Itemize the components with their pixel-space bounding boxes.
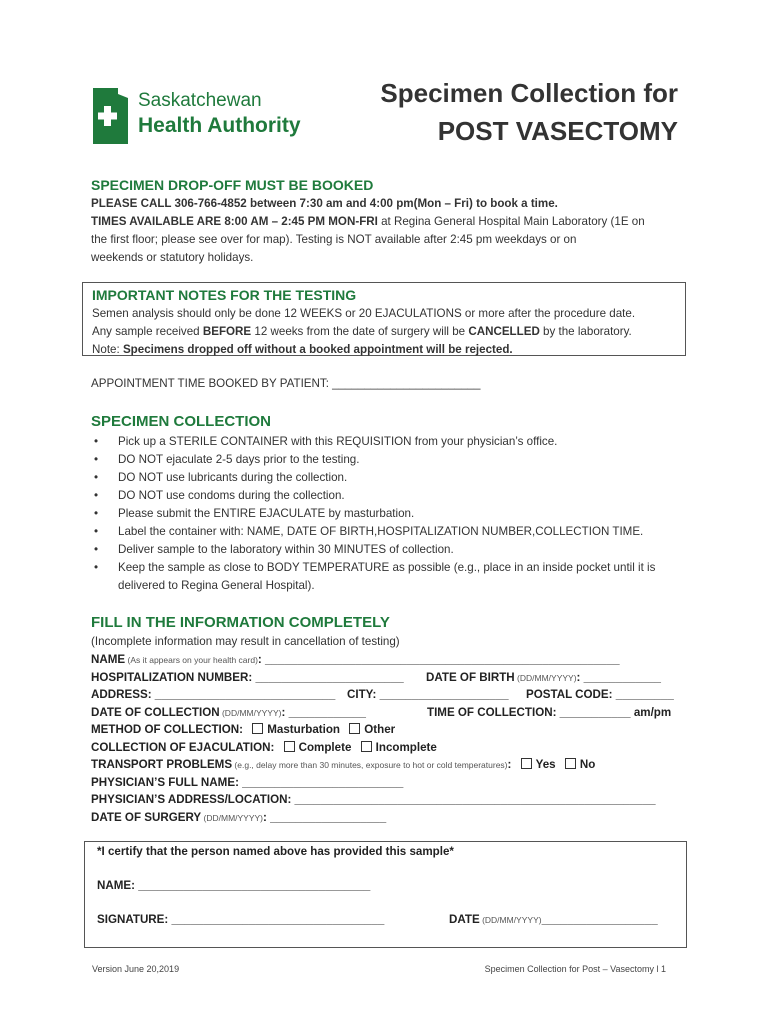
- notes-note-label: Note:: [92, 343, 123, 356]
- time-of-collection-field[interactable]: TIME OF COLLECTION: ___________ am/pm: [427, 705, 672, 719]
- masturbation-label: Masturbation: [267, 723, 341, 736]
- list-item: • DO NOT use lubricants during the collection.: [92, 469, 692, 487]
- dob-line: : ____________: [576, 670, 662, 684]
- certifier-name-field[interactable]: NAME: ____________________________________: [97, 879, 371, 892]
- dropoff-text: [91, 195, 701, 267]
- name-label: NAME: [91, 653, 126, 666]
- other-checkbox[interactable]: [349, 723, 360, 734]
- certify-date-field[interactable]: [449, 913, 658, 926]
- physician-name-field[interactable]: [91, 774, 691, 792]
- list-item: • DO NOT ejaculate 2-5 days prior to the testing.: [92, 451, 692, 469]
- saskatchewan-cross-icon: [90, 86, 130, 146]
- list-item: • Please submit the ENTIRE EJACULATE by masturbation.: [92, 505, 692, 523]
- transport-yes-checkbox[interactable]: [521, 758, 532, 769]
- collection-instructions-list: [92, 433, 692, 595]
- dropoff-call-line: PLEASE CALL 306-766-4852 between 7:30 am and 4:00 pm(Mon – Fri) to book a time.: [91, 197, 558, 210]
- physician-address-field[interactable]: [91, 791, 691, 809]
- surgery-hint: (DD/MM/YYYY): [201, 812, 264, 823]
- complete-label: Complete: [298, 740, 352, 754]
- notes-before: BEFORE: [202, 325, 252, 338]
- notes-line-3: [92, 341, 676, 359]
- dropoff-heading: SPECIMEN DROP-OFF MUST BE BOOKED: [91, 177, 374, 193]
- logo-line-1: Saskatchewan: [138, 90, 262, 111]
- transport-row: [91, 756, 691, 774]
- notes-line-2-e: by the laboratory.: [539, 325, 632, 338]
- masturbation-checkbox[interactable]: [252, 723, 263, 734]
- dob-hint: (DD/MM/YYYY): [514, 672, 577, 683]
- complete-checkbox[interactable]: [284, 741, 295, 752]
- certify-date-line: __________________: [541, 913, 658, 926]
- saskatchewan-health-authority-logo: [90, 86, 330, 150]
- certify-date-label: DATE: [449, 913, 480, 926]
- doc-label: DATE OF COLLECTION: [91, 705, 220, 719]
- ejaculation-label: COLLECTION OF EJACULATION:: [91, 740, 275, 754]
- transport-label: TRANSPORT PROBLEMS: [91, 758, 233, 771]
- transport-colon: :: [507, 758, 512, 771]
- incomplete-label: Incomplete: [375, 740, 437, 754]
- method-label: METHOD OF COLLECTION:: [91, 723, 243, 736]
- footer-version: Version June 20,2019: [92, 964, 180, 974]
- notes-rejection-warning: Specimens dropped off without a booked appointment will be rejected.: [122, 343, 513, 356]
- dropoff-line-4: weekends or statutory holidays.: [91, 251, 254, 264]
- date-of-collection-field[interactable]: [91, 706, 366, 719]
- list-item: • Label the container with: NAME, DATE OF BIRTH,HOSPITALIZATION NUMBER,COLLECTION TIME.: [92, 523, 692, 541]
- footer-page-label: Specimen Collection for Post – Vasectomy l 1: [484, 964, 666, 974]
- surgery-label: DATE OF SURGERY: [91, 810, 202, 824]
- address-row: [91, 686, 691, 704]
- dropoff-times-rest: at Regina General Hospital Main Laboratory (1E on: [377, 215, 645, 228]
- other-label: Other: [364, 723, 396, 736]
- fill-subtitle: (Incomplete information may result in cancellation of testing): [91, 635, 400, 648]
- ejaculation-row: [91, 739, 691, 757]
- surgery-line: : __________________: [263, 810, 387, 824]
- certification-box: [84, 841, 687, 948]
- list-item: • Pick up a STERILE CONTAINER with this REQUISITION from your physician’s office.: [92, 433, 692, 451]
- dropoff-times-bold: TIMES AVAILABLE ARE 8:00 AM – 2:45 PM MON-FRI: [91, 215, 378, 228]
- dropoff-line-3: the first floor; please see over for map). Testing is NOT available after 2:45 pm weekdays or on: [91, 233, 577, 246]
- list-item: • DO NOT use condoms during the collection.: [92, 487, 692, 505]
- dropoff-times-line: [91, 213, 701, 231]
- notes-heading: IMPORTANT NOTES FOR THE TESTING: [92, 287, 357, 303]
- incomplete-checkbox[interactable]: [361, 741, 372, 752]
- postal-code-field[interactable]: POSTAL CODE: _________: [526, 688, 674, 701]
- hosp-dob-row: [91, 669, 691, 687]
- transport-no-label: No: [579, 758, 596, 771]
- doc-hint: (DD/MM/YYYY): [219, 707, 282, 718]
- certify-date-hint: (DD/MM/YYYY): [479, 915, 542, 925]
- notes-line-2-c: 12 weeks from the date of surgery will be: [251, 325, 469, 338]
- date-of-surgery-field[interactable]: [91, 809, 691, 827]
- method-row: [91, 721, 691, 739]
- page-title-line-1: Specimen Collection for: [380, 78, 678, 108]
- notes-line-1: Semen analysis should only be done 12 WEEKS or 20 EJACULATIONS or more after the procedure date.: [92, 307, 636, 320]
- doc-line: : ____________: [281, 705, 366, 719]
- list-item: • Deliver sample to the laboratory within 30 MINUTES of collection.: [92, 541, 692, 559]
- page-title-line-2: POST VASECTOMY: [437, 116, 678, 146]
- name-line: : _______________________________________________________: [257, 653, 620, 666]
- notes-line-2: [92, 323, 676, 341]
- logo-line-2: Health Authority: [138, 114, 301, 137]
- patient-information-form: [91, 651, 691, 826]
- address-field[interactable]: ADDRESS: ____________________________: [91, 688, 336, 701]
- list-item: • Keep the sample as close to BODY TEMPERATURE as possible (e.g., place in an inside pocket until it is delivered to Regina General Hospital).: [92, 559, 692, 595]
- appointment-time-field[interactable]: APPOINTMENT TIME BOOKED BY PATIENT: _______________________: [91, 377, 481, 390]
- transport-yes-label: Yes: [535, 758, 556, 771]
- transport-no-checkbox[interactable]: [565, 758, 576, 769]
- certification-statement: *I certify that the person named above has provided this sample*: [97, 845, 454, 858]
- collection-datetime-row: [91, 704, 691, 722]
- physician-name-label: PHYSICIAN’S FULL NAME: _________________________: [91, 775, 404, 789]
- name-field[interactable]: [91, 651, 691, 669]
- transport-hint: (e.g., delay more than 30 minutes, exposure to hot or cold temperatures): [232, 760, 508, 770]
- notes-line-2-a: Any sample received: [92, 325, 203, 338]
- signature-field[interactable]: SIGNATURE: _________________________________: [97, 913, 385, 926]
- name-hint: (As it appears on your health card): [125, 655, 258, 665]
- collection-heading: SPECIMEN COLLECTION: [91, 413, 272, 430]
- notes-cancelled: CANCELLED: [468, 325, 540, 338]
- fill-heading: FILL IN THE INFORMATION COMPLETELY: [91, 614, 390, 631]
- hospitalization-number-field[interactable]: HOSPITALIZATION NUMBER: _______________________: [91, 670, 404, 684]
- dob-label: DATE OF BIRTH: [426, 670, 515, 684]
- city-field[interactable]: CITY: ____________________: [347, 688, 509, 701]
- physician-address-label: PHYSICIAN’S ADDRESS/LOCATION: ________________________________________________________: [91, 793, 656, 806]
- important-notes-box: [82, 282, 686, 356]
- date-of-birth-field[interactable]: [426, 669, 661, 688]
